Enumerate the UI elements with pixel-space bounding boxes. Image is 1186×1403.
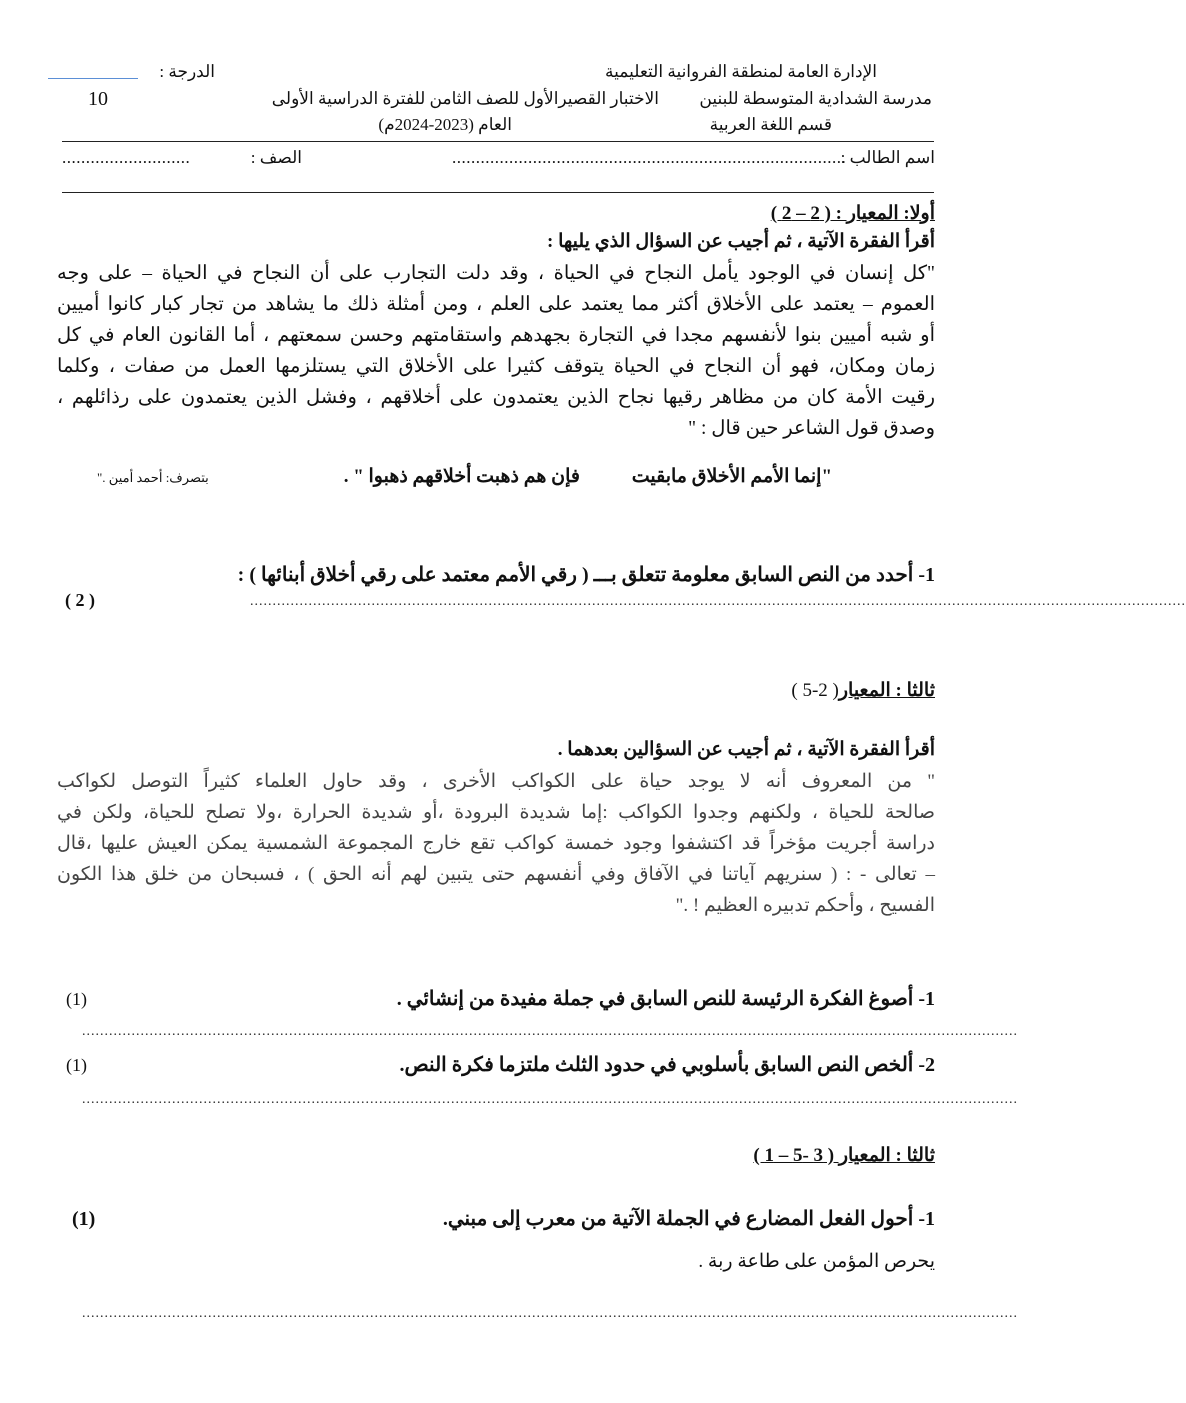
paragraph-line: دراسة أجريت مؤخراً قد اكتشفوا وجود خمسة كواكب تقع خارج المجموعة الشمسية يمكن العيش عليها ،قال (57, 833, 935, 854)
section2-title (791, 679, 935, 702)
paragraph-line: زمان ومكان، فهو أن النجاح في الحياة يتوقف كثيرا على الأخلاق التي يستلزمها العمل من صفات ، وكلما (57, 356, 935, 377)
verse-source: بتصرف: أحمد أمين ." (97, 470, 209, 485)
section1-title: أولا: المعيار : ( 2 – 2 ) (770, 203, 935, 224)
header-divider-2 (62, 192, 934, 193)
paragraph-line: وصدق قول الشاعر حين قال : " (688, 418, 935, 439)
paragraph-line: الفسيح ، وأحكم تدبيره العظيم ! ." (675, 895, 935, 916)
grade-total: 10 (88, 88, 108, 110)
section2-title-suffix: ( 2-5 ) (791, 680, 839, 701)
class-label: الصف : (250, 148, 302, 167)
paragraph-line: "كل إنسان في الوجود يأمل النجاح في الحياة ، وقد دلت التجارب على أن النجاح في الحياة – على وجه (57, 263, 935, 284)
s2-answer-line-1[interactable]: ................................................................................................................................................................................................................ (82, 1024, 1018, 1039)
s2-question-2-mark: (1) (66, 1055, 87, 1075)
s2-question-1: 1- أصوغ الفكرة الرئيسة للنص السابق في جملة مفيدة من إنشائي . (396, 988, 935, 1010)
s2-answer-line-2[interactable]: ................................................................................................................................................................................................................ (82, 1092, 1018, 1107)
school-name: مدرسة الشدادية المتوسطة للبنين (699, 89, 932, 108)
paragraph-line: " من المعروف أنه لا يوجد حياة على الكواكب الأخرى ، وقد حاول العلماء كثيراً التوصل لكواكب (57, 771, 935, 792)
student-name-label: اسم الطالب : (840, 148, 935, 167)
exam-title: الاختبار القصيرالأول للصف الثامن للفترة الدراسية الأولى (271, 89, 659, 108)
s3-question-1: 1- أحول الفعل المضارع في الجملة الآتية من معرب إلى مبني. (442, 1208, 935, 1230)
section2-title-prefix: ثالثا : المعيار (838, 680, 935, 701)
header-divider (62, 141, 934, 142)
exam-year: العام (2023-2024م) (378, 115, 512, 134)
s3-question-1-mark: (1) (72, 1208, 96, 1230)
student-name-field[interactable]: ................................................................................... (452, 148, 847, 167)
s1-question-1: 1- أحدد من النص السابق معلومة تتعلق بـــ ( رقي الأمم معتمد على رقي أخلاق أبنائها ) : (237, 564, 935, 586)
s3-sentence: يحرص المؤمن على طاعة ربة . (698, 1251, 935, 1272)
s2-question-2: 2- ألخص النص السابق بأسلوبي في حدود الثلث ملتزما فكرة النص. (399, 1054, 935, 1076)
section3-title: ثالثا : المعيار ( 3 -5 – 1 ) (753, 1145, 935, 1166)
authority-name: الإدارة العامة لمنطقة الفروانية التعليمية (605, 62, 877, 81)
grade-line (48, 78, 138, 79)
paragraph-line: – تعالى - : ( سنريهم آياتنا في الآفاق وفي أنفسهم حتى يتبين لهم أنه الحق ) ، فسبحان من خلق هذا الكون (57, 864, 935, 885)
paragraph-line: صالحة للحياة ، ولكنهم وجدوا الكواكب :إما شديدة البرودة ،أو شديدة الحرارة ،ولا تصلح للحياة، ولكن في (57, 802, 935, 823)
s1-answer-line[interactable]: ................................................................................................................................................................................................................ (250, 594, 1186, 609)
section2-paragraph (57, 766, 935, 921)
s2-question-1-mark: (1) (66, 989, 87, 1009)
grade-label: الدرجة : (159, 62, 215, 81)
paragraph-line: أو شبه أميين بنوا لأنفسهم مجدا في التجارة بجهدهم واستقامتهم وحسن سمعتهم ، أما القانون العام في كل (57, 325, 935, 346)
class-field[interactable]: ........................... (62, 148, 191, 167)
s3-answer-line[interactable]: ................................................................................................................................................................................................................ (82, 1306, 1018, 1321)
department-name: قسم اللغة العربية (709, 115, 832, 134)
section2-instruction: أقرأ الفقرة الآتية ، ثم أجيب عن السؤالين بعدهما . (557, 739, 935, 760)
verse-first-hemistich: "إنما الأمم الأخلاق مابقيت (631, 466, 832, 487)
verse-second-hemistich: فإن هم ذهبت أخلاقهم ذهبوا " . (343, 466, 580, 487)
s1-question-1-mark: ( 2 ) (65, 590, 95, 610)
paragraph-line: رقيت الأمة كان من مظاهر رقيها نجاح الذين يعتمدون على أخلاقهم ، وفشل الذين يعتمدون على رذائلهم ، (57, 387, 935, 408)
section1-instruction: أقرأ الفقرة الآتية ، ثم أجيب عن السؤال الذي يليها : (547, 231, 935, 252)
section1-paragraph (57, 258, 935, 444)
paragraph-line: العموم – يعتمد على الأخلاق أكثر مما يعتمد على العلم ، ومن أمثلة ذلك ما يشاهد من تجار كبار كانوا أميين (57, 294, 935, 315)
